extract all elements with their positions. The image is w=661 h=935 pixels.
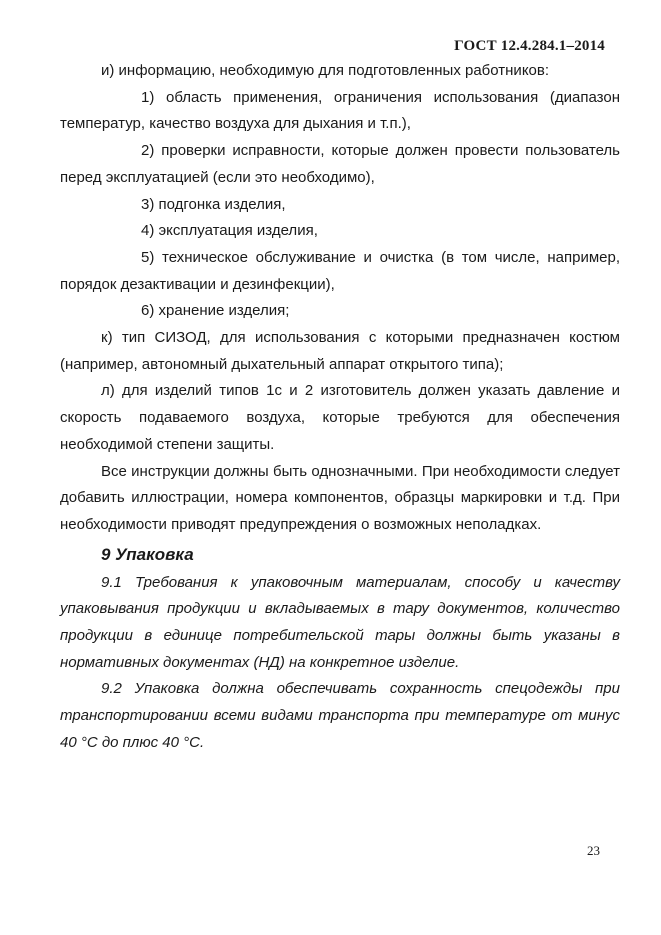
instructions-paragraph: Все инструкции должны быть однозначными. При необходимости следует добавить иллюстрации, номера компонентов, образцы маркировки и т.д. При необходимости приводят предупреждения о возможных неполадках. <box>60 462 620 533</box>
document-body <box>60 58 620 757</box>
list-item-i: и) информацию, необходимую для подготовленных работников: <box>101 62 550 79</box>
sublist-item-5: 5) техническое обслуживание и очистка (в том числе, например, порядок дезактивации и дезинфекции), <box>60 248 620 293</box>
page-number: 23 <box>587 843 600 858</box>
clause-9-1: 9.1 Требования к упаковочным материалам, способу и качеству упаковывания продукции и вкладываемых в тару документов, количество продукции в единице потребительской тары должны быть указаны в нормативных документах (НД) на конкретное изделие. <box>60 573 620 671</box>
sublist-item-1: 1) область применения, ограничения использования (диапазон температур, качество воздуха для дыхания и т.п.), <box>60 88 620 133</box>
list-item-k: к) тип СИЗОД, для использования с которыми предназначен костюм (например, автономный дыхательный аппарат открытого типа); <box>60 329 620 373</box>
document-header-code: ГОСТ 12.4.284.1–2014 <box>454 38 605 54</box>
sublist-item-2: 2) проверки исправности, которые должен провести пользователь перед эксплуатацией (если это необходимо), <box>60 142 620 186</box>
sublist-item-4: 4) эксплуатация изделия, <box>141 222 318 240</box>
clause-9-2: 9.2 Упаковка должна обеспечивать сохранность спецодежды при транспортировании всеми видами транспорта при температуре от минус 40 °С до плюс 40 °С. <box>60 680 620 751</box>
section-heading: 9 Упаковка <box>101 544 194 564</box>
sublist-item-3: 3) подгонка изделия, <box>141 195 286 213</box>
list-item-l: л) для изделий типов 1с и 2 изготовитель должен указать давление и скорость подаваемого воздуха, которые требуются для обеспечения необходимой степени защиты. <box>60 382 620 453</box>
sublist-item-6: 6) хранение изделия; <box>141 302 290 320</box>
